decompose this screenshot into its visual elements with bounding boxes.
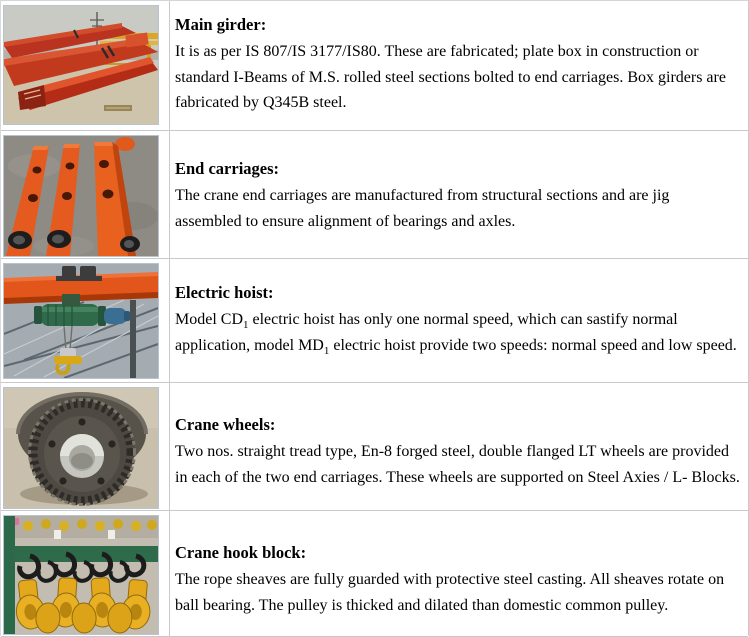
section-text xyxy=(170,383,748,510)
photo-cell xyxy=(1,511,170,636)
section-text xyxy=(170,259,748,382)
gear-face xyxy=(30,400,135,505)
section-title: End carriages: xyxy=(175,159,280,178)
end-carriages-photo-icon xyxy=(3,135,159,257)
wheel xyxy=(120,236,140,252)
photo-cell xyxy=(1,383,170,510)
section-row-crane-hook-block xyxy=(1,511,748,637)
section-title: Main girder: xyxy=(175,15,267,34)
photo-cell xyxy=(1,131,170,258)
crane-hook-blocks-photo-icon xyxy=(3,515,159,635)
section-body: Model $CD_1$ electric hoist has only one normal speed, which can sastify normal application, model $MD_1$ electric hoist provide two speeds: normal speed and low speed. xyxy=(175,311,737,357)
section-title: Crane wheels: xyxy=(175,415,276,434)
photo-cell xyxy=(1,1,170,130)
wheel xyxy=(8,231,32,249)
section-text xyxy=(170,511,748,636)
section-body: Two nos. straight tread type, En-8 forged steel, double flanged LT wheels are provided in each of the two end carriages. These wheels are supported on Steel Axies / L- Blocks. xyxy=(175,443,740,486)
section-body: The crane end carriages are manufactured from structural sections and are jig assembled to ensure alignment of bearings and axles. xyxy=(175,187,670,230)
crane-wheel-photo-icon xyxy=(3,387,159,509)
section-body: It is as per IS 807/IS 3177/IS80. These are fabricated; plate box in construction or standard I-Beams of M.S. rolled steel sections bolted to end carriages. Box girders are fabricated by Q345B steel. xyxy=(175,43,726,111)
photo-cell xyxy=(1,259,170,382)
rack-beam xyxy=(4,546,158,562)
section-title: Electric hoist: xyxy=(175,283,274,302)
section-row-electric-hoist xyxy=(1,259,748,383)
section-text xyxy=(170,131,748,258)
section-title: Crane hook block: xyxy=(175,543,307,562)
section-body: The rope sheaves are fully guarded with protective steel casting. All sheaves rotate on ball bearing. The pulley is thicked and dilated than domestic common pulley. xyxy=(175,571,725,614)
main-girders-yard-photo-icon xyxy=(3,5,159,125)
section-row-crane-wheels xyxy=(1,383,748,511)
wall-column xyxy=(130,300,136,378)
center-bore xyxy=(60,434,104,478)
section-row-main-girder xyxy=(1,1,748,131)
electric-hoist-photo-icon xyxy=(3,263,159,379)
wheel xyxy=(47,230,71,248)
date-stamp xyxy=(104,105,132,111)
section-text xyxy=(170,1,748,130)
section-row-end-carriages xyxy=(1,131,748,259)
rack-post xyxy=(4,516,15,634)
